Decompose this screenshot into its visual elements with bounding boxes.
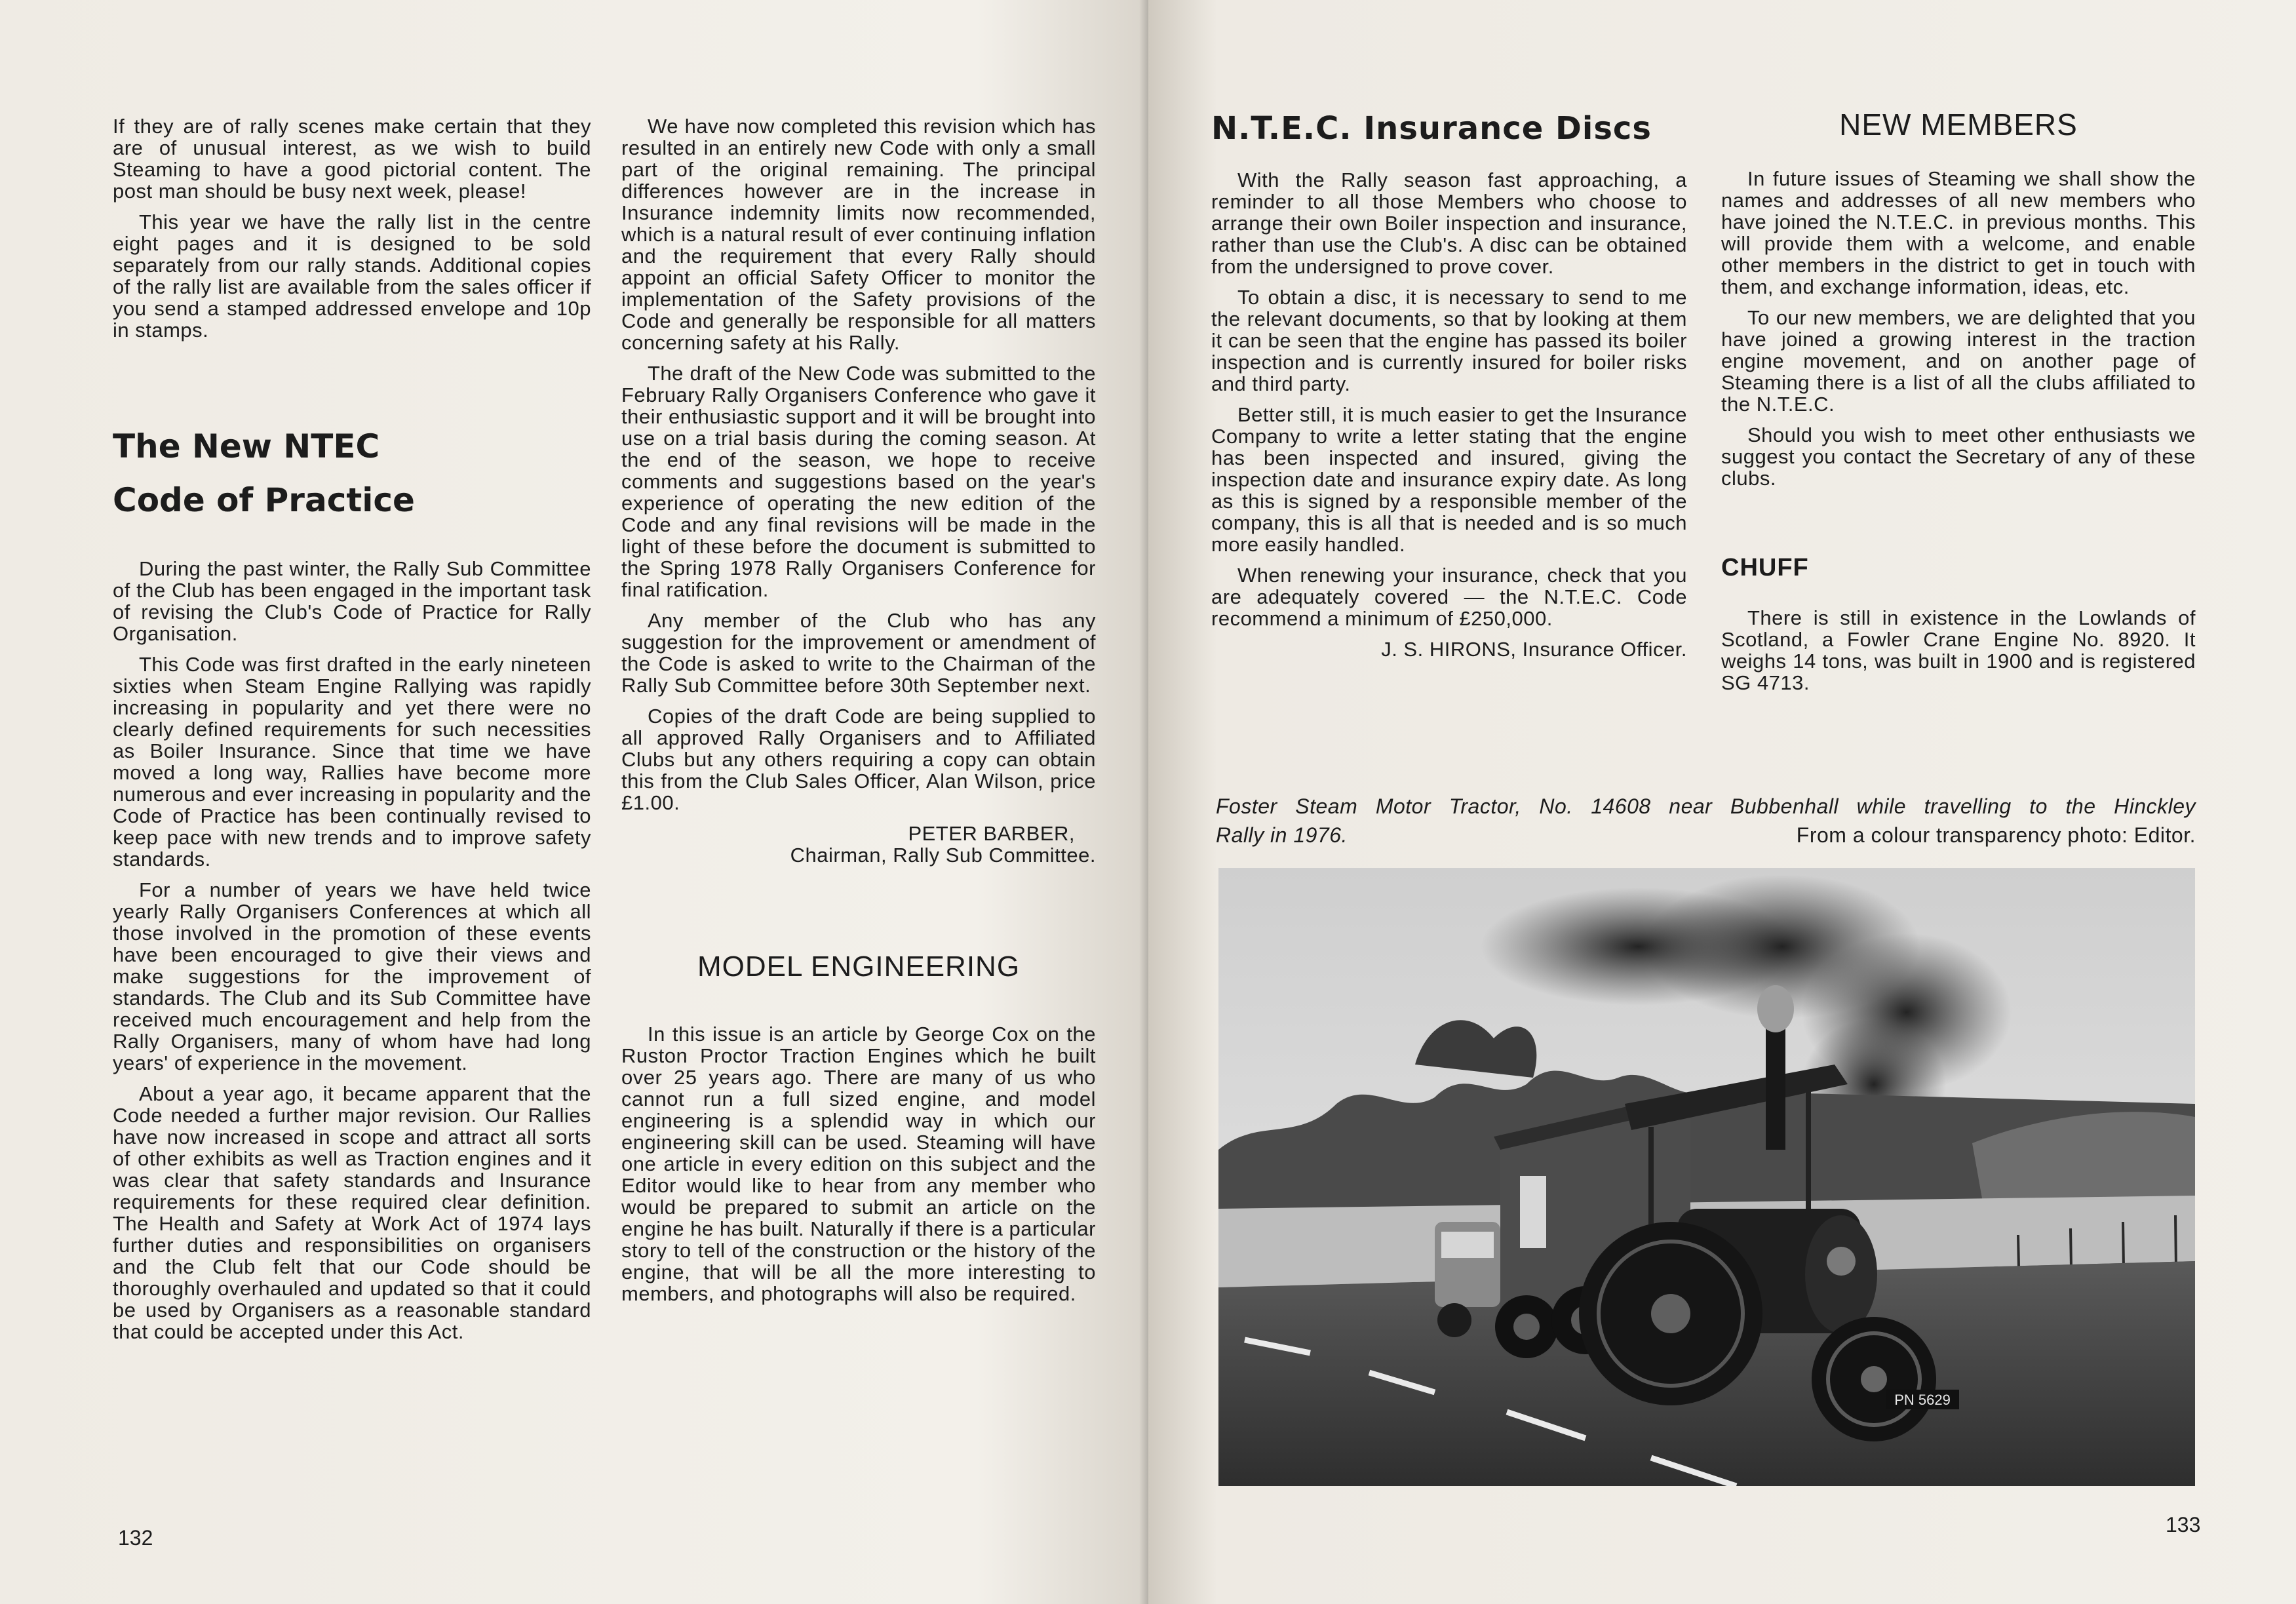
intro-paragraph: This year we have the rally list in the centre eight pages and it is designed to be sold separately from our rally stands. Additional copies of the rally list are available from the sales officer if you send a stamped addressed envelope and 10p in stamps.: [113, 210, 591, 342]
intro-paragraph: If they are of rally scenes make certain that they are of unusual interest, as we wish to build Steaming to have a good pictorial content. The post man should be busy next week, please!: [113, 115, 591, 203]
body-paragraph: Copies of the draft Code are being supplied to all approved Rally Organisers and to Affiliated Clubs but any others requiring a copy can obtain this from the Club Sales Officer, Alan Wilson, price £1.00.: [621, 705, 1096, 814]
photo-caption: [1216, 792, 2196, 850]
body-paragraph: To our new members, we are delighted that you have joined a growing interest in the traction engine movement, and on another page of Steaming there is a list of all the clubs affiliated to the N.T.E.C.: [1721, 306, 2196, 416]
ntec-code-heading: [113, 428, 591, 518]
body-paragraph: Any member of the Club who has any suggestion for the improvement or amendment of the Code is asked to write to the Chairman of the Rally Sub Committee before 30th September next.: [621, 609, 1096, 697]
body-paragraph: In future issues of Steaming we shall show the names and addresses of all new members who have joined the N.T.E.C. in previous months. This will provide them with a welcome, and enable other members in the district to get in touch with them, and exchange information, ideas, etc.: [1721, 167, 2196, 298]
body-paragraph: There is still in existence in the Lowlands of Scotland, a Fowler Crane Engine No. 8920. It weighs 14 tons, was built in 1900 and is registered SG 4713.: [1721, 606, 2196, 694]
heading-line: The New NTEC: [113, 427, 380, 465]
right-column-1: [1211, 109, 1687, 660]
body-paragraph: The draft of the New Code was submitted to the February Rally Organisers Conference who gave it their enthusiastic support and it will be brought into use on a trial basis during the coming season. At the end of the season, we hope to receive comments and suggestions based on the year's experience of operating the new edition of the Code and any final revisions will be made in the light of these before the document is submitted to the Spring 1978 Rally Organisers Conference for final ratification.: [621, 362, 1096, 601]
insurance-discs-heading: N.T.E.C. Insurance Discs: [1211, 110, 1652, 147]
body-paragraph: Should you wish to meet other enthusiasts we suggest you contact the Secretary of any of these clubs.: [1721, 423, 2196, 490]
body-paragraph: When renewing your insurance, check that you are adequately covered — the N.T.E.C. Code recommend a minimum of £250,000.: [1211, 564, 1687, 630]
traction-engine-photo: [1218, 868, 2195, 1486]
left-column-2: [621, 115, 1096, 1314]
body-paragraph: During the past winter, the Rally Sub Committee of the Club has been engaged in the important task of revising the Club's Code of Practice for Rally Organisation.: [113, 557, 591, 645]
body-paragraph: In this issue is an article by George Cox on the Ruston Proctor Traction Engines which he built over 25 years ago. There are many of us who cannot run a full sized engine, and model engineering is a splendid way in which our engineering skill can be used. Steaming will have one article in every edition on this subject and the Editor would like to hear from any member who would be prepared to submit an article on the engine he has built. Naturally if there is a particular story to tell of the construction or the history of the engine, that will be all the more interesting to members, and photographs will also be required.: [621, 1023, 1096, 1305]
ntec-code-body: [113, 558, 591, 1342]
body-paragraph: We have now completed this revision which has resulted in an entirely new Code with only a small part of the original remaining. The principal differences however are in the increase in Insurance indemnity limits now recommended, which is a natural result of ever continuing inflation and the requirement that every Rally should appoint an official Safety Officer to monitor the implementation of the Safety provisions of the Code and generally be responsible for all matters concerning safety at his Rally.: [621, 115, 1096, 354]
page-number: 132: [118, 1526, 153, 1550]
caption-line: Foster Steam Motor Tractor, No. 14608 near Bubbenhall while travelling to the Hinckley: [1216, 794, 2196, 818]
right-column-2: [1721, 105, 2196, 703]
body-paragraph: With the Rally season fast approaching, a reminder to all those Members who choose to arrange their own Boiler inspection and insurance, rather than use the Club's. A disc can be obtained from the undersigned to prove cover.: [1211, 168, 1687, 278]
body-paragraph: To obtain a disc, it is necessary to send to me the relevant documents, so that by looking at them it can be seen that the engine has passed its boiler inspection and is currently insured for boiler risks and third party.: [1211, 286, 1687, 395]
signature-title: Chairman, Rally Sub Committee.: [790, 844, 1096, 867]
model-engineering-heading: MODEL ENGINEERING: [697, 950, 1021, 983]
body-paragraph: For a number of years we have held twice yearly Rally Organisers Conferences at which all those involved in the promotion of these events have been encouraged to give their views and make suggestions for the improvement of standards. The Club and its Sub Committee have received much encouragement and help from the Rally Organisers, many of whom have had long years' of experience in the movement.: [113, 878, 591, 1074]
number-plate: PN 5629: [1894, 1392, 1951, 1408]
caption-italic: Rally in 1976.: [1216, 823, 1348, 847]
page-number: 133: [2166, 1513, 2201, 1536]
chuff-heading: CHUFF: [1721, 554, 1809, 581]
body-paragraph: This Code was first drafted in the early nineteen sixties when Steam Engine Rallying was rapidly increasing in popularity and yet there were no clearly defined requirements for such necessities as Boiler Insurance. Since that time we have moved a long way, Rallies have become more numerous and ever increasing in popularity and the Code of Practice has been continually revised to keep pace with new trends and to improve safety standards.: [113, 653, 591, 870]
body-paragraph: Better still, it is much easier to get the Insurance Company to write a letter stating that the engine has been inspected and insured, giving the inspection date and insurance expiry date. As long as this is signed by a responsible member of the company, this is all that is needed and is so much more easily handled.: [1211, 403, 1687, 556]
left-column-1: [113, 115, 591, 1352]
caption-line: [1216, 821, 2196, 850]
signature: J. S. HIRONS, Insurance Officer.: [1381, 638, 1687, 661]
caption-credit: From a colour transparency photo: Editor.: [1796, 823, 2196, 847]
new-members-heading: NEW MEMBERS: [1839, 108, 2078, 142]
signature-name: PETER BARBER,: [908, 822, 1075, 845]
body-paragraph: About a year ago, it became apparent that the Code needed a further major revision. Our Rallies have now increased in scope and attract all sorts of other exhibits as well as Traction engines and it was clear that safety standards and Insurance requirements for these required clear definition. The Health and Safety at Work Act of 1974 lays further duties and responsibilities on organisers and the Club felt that our Code should be thoroughly overhauled and updated so that it could be used by Organisers as a reasonable standard that could be accepted under this Act.: [113, 1082, 591, 1343]
heading-line: Code of Practice: [113, 481, 415, 519]
